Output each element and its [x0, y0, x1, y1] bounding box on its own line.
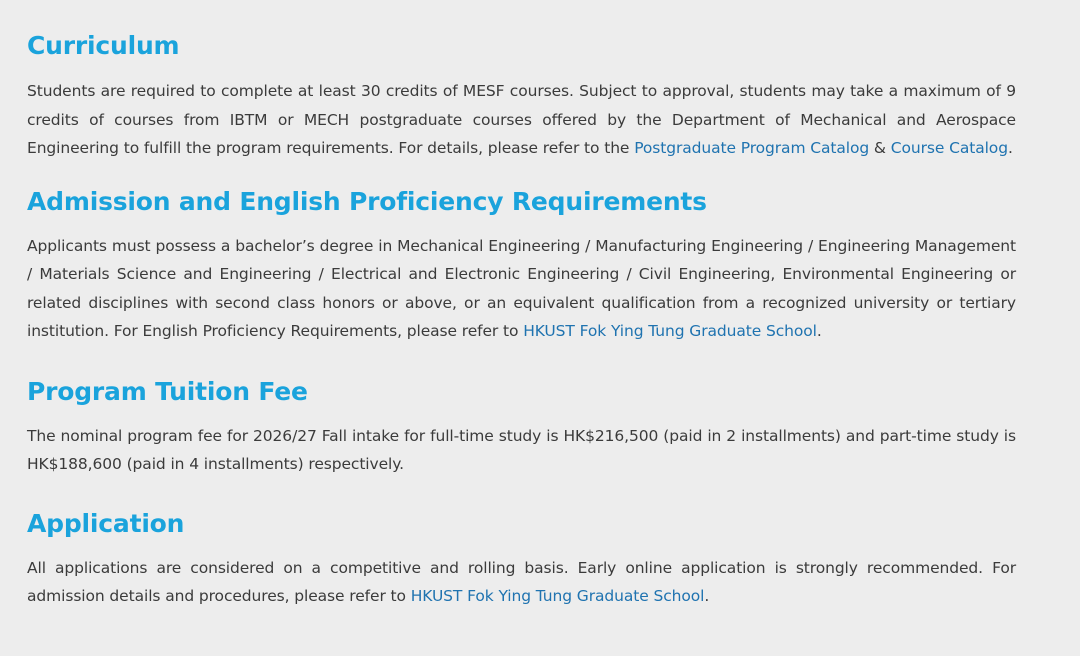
- postgraduate-program-catalog-link[interactable]: Postgraduate Program Catalog: [634, 139, 870, 157]
- tuition-section: [27, 374, 1016, 479]
- admission-end-text: .: [816, 322, 822, 340]
- application-text: All applications are considered on a competitive and rolling basis. Early online application is strongly recommended. For admission details and procedures, please refer to: [27, 558, 1016, 605]
- application-graduate-school-link[interactable]: HKUST Fok Ying Tung Graduate School: [410, 587, 705, 605]
- curriculum-separator: &: [869, 139, 891, 157]
- application-end-text: .: [704, 587, 710, 605]
- curriculum-paragraph: [27, 77, 1016, 163]
- application-heading: Application: [27, 508, 185, 538]
- curriculum-end-text: .: [1007, 139, 1013, 157]
- admission-section: [27, 184, 1016, 346]
- curriculum-heading: Curriculum: [27, 31, 180, 60]
- course-catalog-link[interactable]: Course Catalog: [890, 139, 1008, 157]
- admission-heading: Admission and English Proficiency Requirements: [27, 186, 707, 216]
- application-paragraph: [27, 554, 1016, 611]
- curriculum-text: Students are required to complete at least 30 credits of MESF courses. Subject to approval, students may take a maximum of 9 credits of courses from IBTM or MECH postgraduate courses offered by the Department of Mechanical and Aerospace Engineering to fulfill the program requirements. For details, please refer to the: [27, 82, 1016, 157]
- graduate-school-link[interactable]: HKUST Fok Ying Tung Graduate School: [523, 322, 817, 340]
- tuition-heading: Program Tuition Fee: [27, 376, 308, 406]
- main-content: [27, 28, 1016, 611]
- admission-text: Applicants must possess a bachelor’s degree in Mechanical Engineering / Manufacturing Engineering / Engineering Management / Materials Science and Engineering / Electrical and Electronic Engineering / Civil Engineering, Environmental Engineering or related disciplines with second class honors or above, or an equivalent qualification from a recognized university or tertiary institution. For English Proficiency Requirements, please refer to: [27, 236, 1016, 340]
- application-section: [27, 506, 1016, 611]
- tuition-paragraph: The nominal program fee for 2026/27 Fall intake for full-time study is HK$216,500 (paid in 2 installments) and part-time study is HK$188,600 (paid in 4 installments) respectively.: [27, 426, 1016, 473]
- curriculum-section: [27, 28, 1016, 163]
- admission-paragraph: [27, 232, 1016, 346]
